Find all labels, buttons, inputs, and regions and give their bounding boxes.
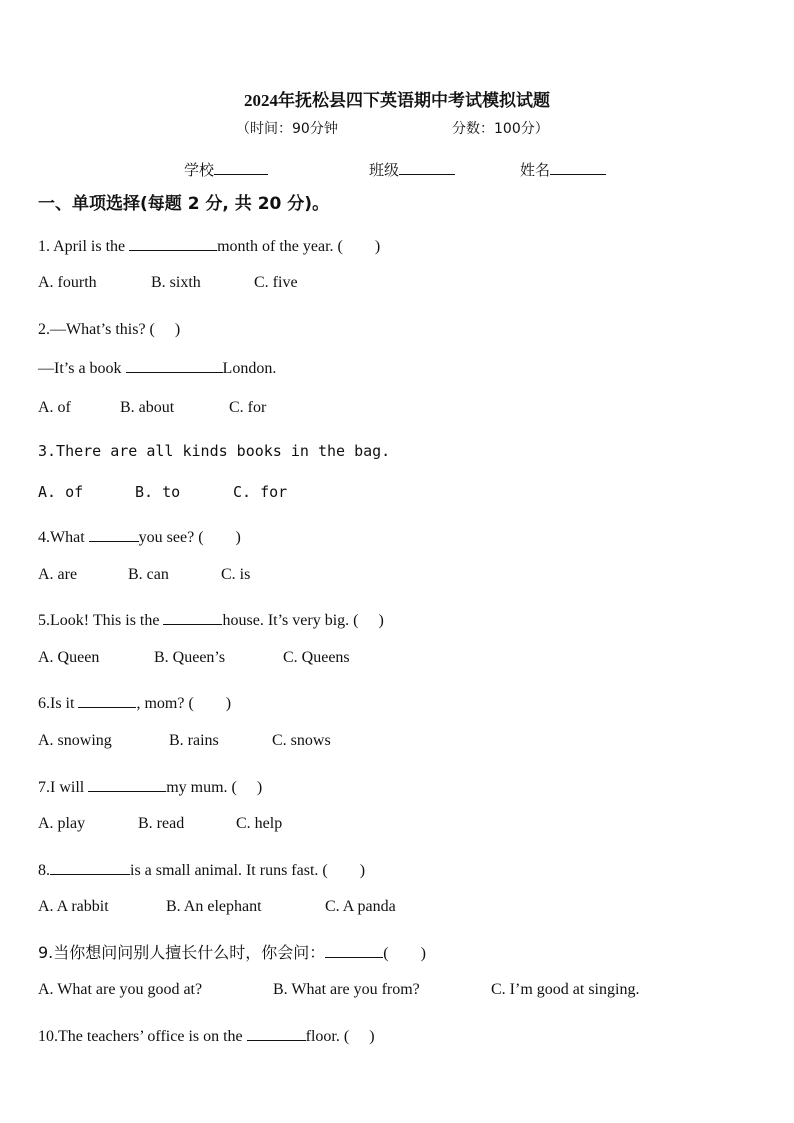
question-4: 4.What you see? ( )	[38, 529, 241, 546]
option-a[interactable]: A. A rabbit	[38, 898, 109, 915]
class-blank[interactable]	[399, 160, 455, 175]
question-10: 10.The teachers’ office is on the floor. ( )	[38, 1028, 375, 1045]
answer-blank[interactable]	[247, 1026, 306, 1041]
option-a[interactable]: A. are	[38, 566, 78, 583]
option-b[interactable]: B. can	[128, 566, 169, 583]
option-a[interactable]: A. of	[38, 399, 71, 416]
option-c[interactable]: C. A panda	[325, 898, 396, 915]
option-a[interactable]: A. fourth	[38, 274, 97, 291]
question-2-line2: —It’s a book London.	[38, 360, 277, 377]
option-c[interactable]: C. snows	[272, 732, 331, 749]
option-c[interactable]: C. Queens	[283, 649, 350, 666]
name-blank[interactable]	[550, 160, 606, 175]
option-c[interactable]: C. is	[221, 566, 251, 583]
option-b[interactable]: B. rains	[169, 732, 219, 749]
answer-blank[interactable]	[88, 777, 166, 792]
question-8: 8. is a small animal. It runs fast. ( )	[38, 862, 366, 879]
class-label: 班级	[369, 161, 400, 179]
class-field[interactable]	[369, 159, 455, 180]
answer-blank[interactable]	[163, 610, 222, 625]
option-c[interactable]: C. I’m good at singing.	[491, 981, 640, 998]
answer-blank[interactable]	[78, 693, 136, 708]
school-field[interactable]	[184, 159, 268, 180]
section-heading: 一、单项选择(每题 2 分, 共 20 分)。	[38, 194, 330, 214]
answer-blank[interactable]	[89, 527, 139, 542]
option-c[interactable]: C. five	[254, 274, 298, 291]
exam-time: （时间：90分钟	[236, 121, 338, 137]
question-5: 5.Look! This is the house. It’s very big. ( )	[38, 612, 384, 629]
question-6: 6.Is it , mom? ( )	[38, 695, 232, 712]
question-2: 2.—What’s this? ( )	[38, 321, 181, 338]
name-label: 姓名	[520, 161, 551, 179]
option-c[interactable]: C. help	[236, 815, 283, 832]
option-c[interactable]: C. for	[229, 399, 267, 416]
option-b[interactable]: B. Queen’s	[154, 649, 226, 666]
answer-blank[interactable]	[129, 236, 217, 251]
option-b[interactable]: B. to	[135, 483, 181, 501]
name-field[interactable]	[520, 159, 606, 180]
answer-blank[interactable]	[50, 860, 130, 875]
option-c[interactable]: C. for	[233, 483, 288, 501]
option-a[interactable]: A. What are you good at?	[38, 981, 203, 998]
option-a[interactable]: A. play	[38, 815, 86, 832]
school-label: 学校	[184, 161, 215, 179]
answer-blank[interactable]	[325, 943, 383, 958]
question-1: 1. April is the month of the year. ( )	[38, 238, 381, 255]
option-a[interactable]: A. snowing	[38, 732, 112, 749]
option-b[interactable]: B. sixth	[151, 274, 201, 291]
option-b[interactable]: B. read	[138, 815, 185, 832]
option-b[interactable]: B. An elephant	[166, 898, 262, 915]
option-b[interactable]: B. about	[120, 399, 175, 416]
option-a[interactable]: A. of	[38, 483, 84, 501]
school-blank[interactable]	[214, 160, 268, 175]
exam-score: 分数：100分）	[452, 121, 549, 137]
option-b[interactable]: B. What are you from?	[273, 981, 420, 998]
question-3: 3.There are all kinds books in the bag.	[38, 442, 391, 460]
page-title: 2024年抚松县四下英语期中考试模拟试题	[244, 91, 550, 110]
question-9: 9.当你想问问别人擅长什么时，你会问： ( )	[38, 943, 426, 962]
option-a[interactable]: A. Queen	[38, 649, 100, 666]
answer-blank[interactable]	[126, 358, 223, 373]
question-7: 7.I will my mum. ( )	[38, 779, 263, 796]
